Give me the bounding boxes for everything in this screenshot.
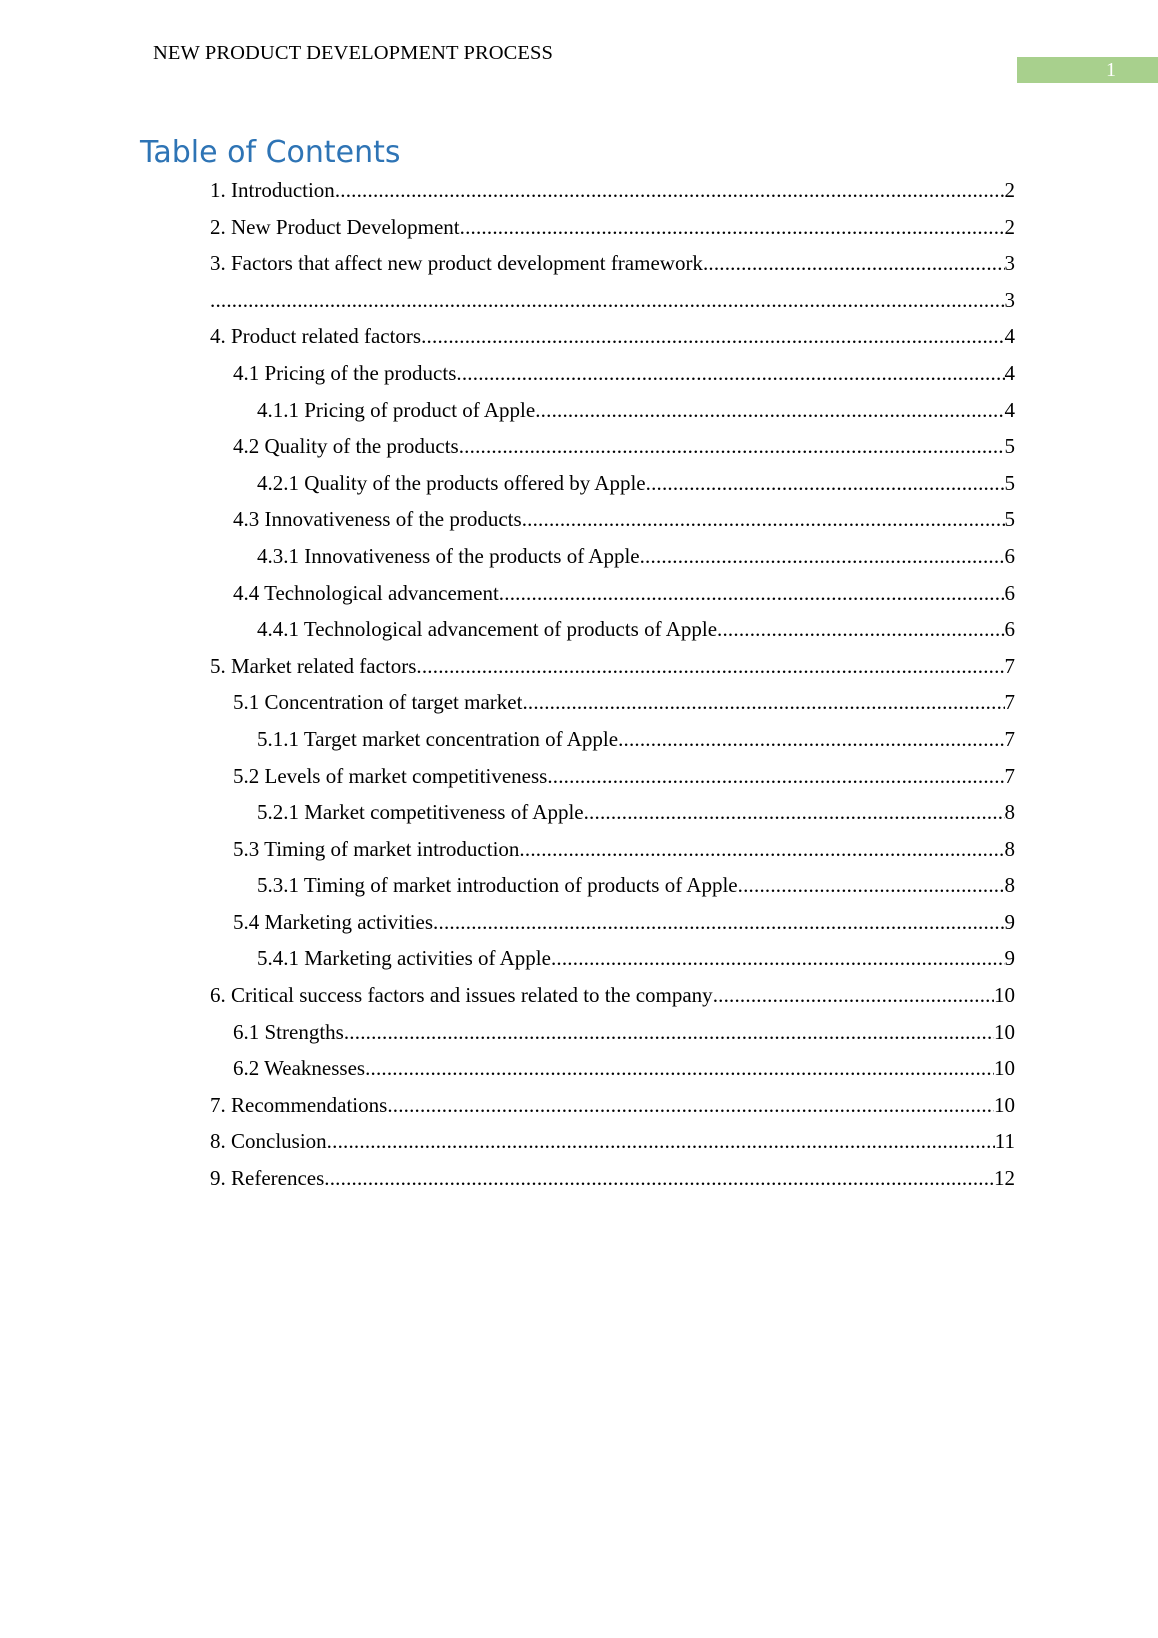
toc-entry[interactable] — [0, 1160, 1158, 1197]
toc-entry-text: 5.2 Levels of market competitiveness — [233, 763, 548, 788]
toc-entry-page: 10 — [994, 1092, 1015, 1117]
toc-entry-page: 2 — [1004, 178, 1015, 202]
toc-entry[interactable] — [0, 940, 1158, 977]
toc-entry[interactable] — [0, 392, 1158, 429]
toc-entry-text: 4. Product related factors — [210, 324, 422, 349]
toc-entry[interactable] — [0, 977, 1158, 1014]
toc-entry-text: 7. Recommendations — [210, 1092, 388, 1117]
toc-entry[interactable] — [0, 172, 1158, 209]
dot-leader — [551, 940, 1005, 977]
toc-entry-page: 4 — [1004, 360, 1015, 385]
dot-leader — [433, 904, 1004, 941]
toc-entry-text: 4.3.1 Innovativeness of the products of Apple — [257, 543, 640, 568]
toc-entry-text: 6. Critical success factors and issues related to the company — [210, 983, 713, 1008]
toc-entry-text: 8. Conclusion — [210, 1129, 327, 1154]
dot-leader — [584, 794, 1005, 831]
toc-entry-page: 8 — [1004, 836, 1015, 861]
toc-entry-text: 3. Factors that affect new product development framework — [210, 251, 703, 276]
toc-entry[interactable] — [0, 318, 1158, 355]
dot-leader — [416, 648, 1004, 685]
dot-leader — [646, 465, 1005, 502]
toc-entry-empty[interactable] — [0, 282, 1158, 319]
toc-entry-page: 3 — [1004, 251, 1015, 276]
dot-leader — [522, 684, 1004, 721]
dot-leader — [522, 501, 1005, 538]
toc-entry-page: 12 — [994, 1166, 1015, 1191]
toc-entry[interactable] — [0, 428, 1158, 465]
dot-leader — [547, 758, 1004, 795]
toc-entry-page: 10 — [994, 983, 1015, 1008]
toc-entry-page: 4 — [1004, 324, 1015, 349]
dot-leader — [365, 1050, 994, 1087]
toc-entry-page: 8 — [1004, 800, 1015, 825]
toc-entry-text: 2. New Product Development — [210, 214, 460, 239]
dot-leader — [738, 867, 1005, 904]
toc-entry[interactable] — [0, 1123, 1158, 1160]
toc-entry-page: 6 — [1004, 617, 1015, 642]
toc-entry-text: 1. Introduction — [210, 178, 335, 202]
dot-leader — [535, 392, 1004, 429]
toc-entry-page: 6 — [1004, 580, 1015, 605]
toc-entry-text: 6.1 Strengths — [233, 1019, 344, 1044]
toc-entry-page: 5 — [1004, 470, 1015, 495]
dot-leader — [640, 538, 1005, 575]
dot-leader — [327, 1123, 995, 1160]
toc-entry-page: 7 — [1004, 763, 1015, 788]
dot-leader — [703, 245, 1005, 282]
toc-entry[interactable] — [0, 538, 1158, 575]
toc-entry-page: 8 — [1004, 873, 1015, 898]
dot-leader — [456, 355, 1004, 392]
toc-entry[interactable] — [0, 611, 1158, 648]
dot-leader — [387, 1087, 994, 1124]
toc-entry-text: 5.1.1 Target market concentration of Apple — [257, 726, 619, 751]
dot-leader — [460, 209, 1005, 246]
toc-entry[interactable] — [0, 501, 1158, 538]
toc-entry[interactable] — [0, 684, 1158, 721]
table-of-contents — [0, 172, 1158, 1197]
toc-entry-text: 4.2.1 Quality of the products offered by Apple — [257, 470, 646, 495]
toc-entry-page: 11 — [994, 1129, 1015, 1154]
toc-entry-text: 4.1 Pricing of the products — [233, 360, 457, 385]
toc-entry[interactable] — [0, 355, 1158, 392]
toc-entry[interactable] — [0, 904, 1158, 941]
toc-entry-text: 9. References — [210, 1166, 325, 1191]
dot-leader — [519, 831, 1004, 868]
toc-entry-page: 7 — [1004, 690, 1015, 715]
toc-entry-text: 6.2 Weaknesses — [233, 1056, 366, 1081]
toc-entry-text: 5.1 Concentration of target market — [233, 690, 523, 715]
toc-entry-text: 5. Market related factors — [210, 653, 417, 678]
dot-leader — [421, 318, 1004, 355]
toc-entry-page: 10 — [994, 1019, 1015, 1044]
toc-entry[interactable] — [0, 721, 1158, 758]
toc-entry-text: 4.4.1 Technological advancement of products of Apple — [257, 617, 718, 642]
toc-entry-page: 5 — [1004, 507, 1015, 532]
dot-leader — [618, 721, 1004, 758]
toc-entry[interactable] — [0, 1050, 1158, 1087]
toc-entry-page: 10 — [994, 1056, 1015, 1081]
dot-leader — [713, 977, 994, 1014]
toc-entry-page: 9 — [1004, 946, 1015, 971]
running-header: NEW PRODUCT DEVELOPMENT PROCESS — [153, 42, 554, 64]
toc-entry-text: 4.4 Technological advancement — [233, 580, 499, 605]
toc-entry-text: 4.3 Innovativeness of the products — [233, 507, 522, 532]
toc-entry[interactable] — [0, 209, 1158, 246]
dot-leader — [459, 428, 1005, 465]
toc-entry[interactable] — [0, 648, 1158, 685]
toc-entry[interactable] — [0, 245, 1158, 282]
dot-leader — [335, 172, 1005, 209]
toc-entry[interactable] — [0, 465, 1158, 502]
toc-title: Table of Contents — [140, 135, 401, 170]
toc-entry[interactable] — [0, 794, 1158, 831]
dot-leader — [717, 611, 1004, 648]
dot-leader — [499, 575, 1005, 612]
page-number-badge: 1 — [1017, 57, 1158, 83]
toc-entry-page: 6 — [1004, 543, 1015, 568]
toc-entry[interactable] — [0, 1014, 1158, 1051]
toc-entry[interactable] — [0, 575, 1158, 612]
toc-entry-page: 4 — [1004, 397, 1015, 422]
toc-entry-text: 5.4 Marketing activities — [233, 909, 434, 934]
toc-entry-text: 5.3 Timing of market introduction — [233, 836, 520, 861]
toc-entry-page: 7 — [1004, 653, 1015, 678]
toc-entry-page: 7 — [1004, 726, 1015, 751]
toc-entry-page: 3 — [1004, 287, 1015, 312]
toc-entry-text: 5.3.1 Timing of market introduction of products of Apple — [257, 873, 738, 898]
toc-entry[interactable] — [0, 1087, 1158, 1124]
toc-entry[interactable] — [0, 831, 1158, 868]
toc-entry[interactable] — [0, 758, 1158, 795]
dot-leader — [324, 1160, 994, 1197]
toc-entry-text: 4.2 Quality of the products — [233, 434, 459, 459]
toc-entry[interactable] — [0, 867, 1158, 904]
toc-entry-text: 4.1.1 Pricing of product of Apple — [257, 397, 536, 422]
toc-entry-page: 5 — [1004, 434, 1015, 459]
toc-entry-page: 9 — [1004, 909, 1015, 934]
toc-entry-text: 5.2.1 Market competitiveness of Apple — [257, 800, 584, 825]
dot-leader — [210, 282, 1005, 319]
toc-entry-page: 2 — [1004, 214, 1015, 239]
toc-entry-text: 5.4.1 Marketing activities of Apple — [257, 946, 551, 971]
dot-leader — [344, 1014, 994, 1051]
